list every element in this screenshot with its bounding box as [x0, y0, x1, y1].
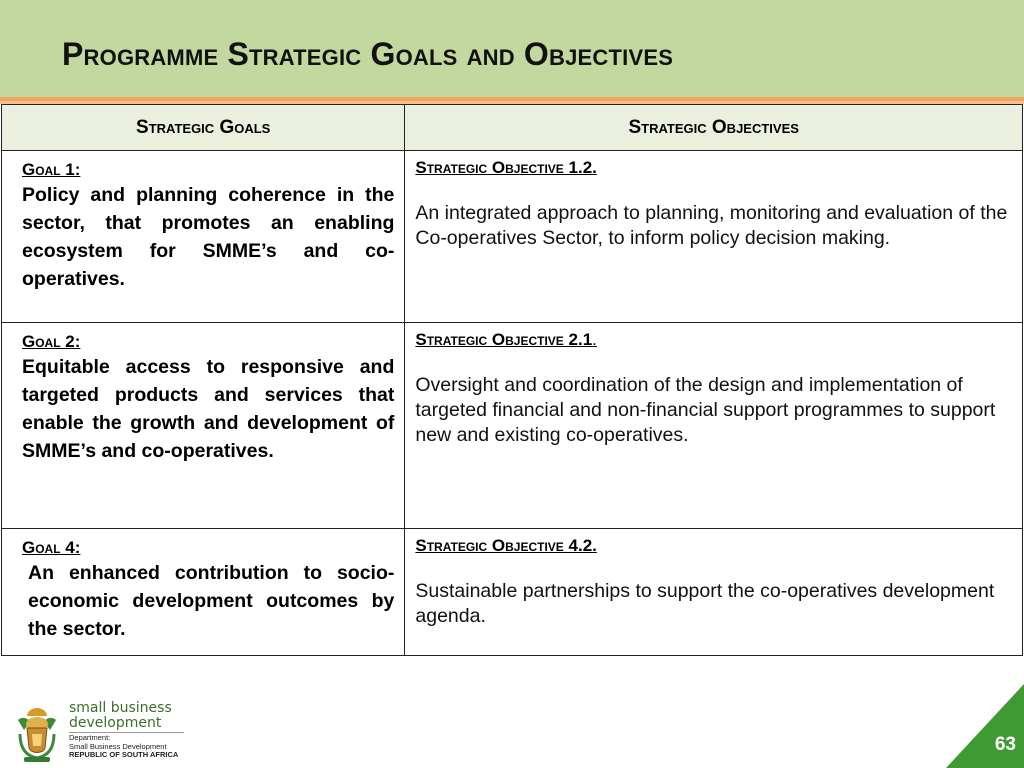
objective-text: Oversight and coordination of the design and implementation of targeted financial and non-financial support programmes to support new and existing co-operatives. [415, 374, 996, 446]
page-number: 63 [994, 734, 1016, 755]
dept-line-1: Department: [69, 733, 111, 742]
goal-text: Equitable access to responsive and targeted products and services that enable the growth and development of SMME’s and co-operatives. [22, 356, 395, 462]
objective-cell [405, 529, 1023, 656]
goal-label: Goal 2: [22, 332, 81, 351]
objective-text: Sustainable partnerships to support the co-operatives development agenda. [415, 580, 995, 627]
objective-label-suffix: . [592, 330, 597, 349]
goal-text: An enhanced contribution to socio-economic development outcomes by the sector. [28, 562, 395, 640]
goal-label: Goal 4: [22, 538, 81, 557]
objective-label: Strategic Objective 2.1 [415, 330, 593, 349]
department-logo [12, 700, 192, 766]
table-header-row [2, 105, 1023, 151]
table-row [2, 151, 1023, 323]
logo-line-2: development [69, 715, 162, 731]
header-strategic-objectives: Strategic Objectives [405, 105, 1023, 151]
goal-cell [2, 529, 405, 656]
dept-line-2: Small Business Development [69, 741, 167, 751]
dept-line-3: REPUBLIC OF SOUTH AFRICA [69, 750, 179, 759]
title-band [0, 0, 1024, 98]
objective-cell [405, 151, 1023, 323]
department-text [69, 734, 178, 760]
objective-label: Strategic Objective 1.2. [415, 158, 597, 177]
goal-cell [2, 323, 405, 529]
coat-of-arms-icon [12, 704, 62, 764]
objective-label-line [415, 329, 1012, 351]
table-row [2, 529, 1023, 656]
goal-text: Policy and planning coherence in the sector, that promotes an enabling ecosystem for SMME’s and co-operatives. [22, 184, 395, 290]
logo-line-1: small business [69, 700, 172, 716]
objective-text: An integrated approach to planning, monitoring and evaluation of the Co-operatives Sector, to inform policy decision making. [415, 202, 1008, 249]
header-strategic-goals: Strategic Goals [2, 105, 405, 151]
goals-objectives-table [1, 104, 1023, 656]
table-row [2, 323, 1023, 529]
goal-label: Goal 1: [22, 160, 81, 179]
goal-cell [2, 151, 405, 323]
objective-label: Strategic Objective 4.2. [415, 536, 597, 555]
objective-cell [405, 323, 1023, 529]
slide-title: Programme Strategic Goals and Objectives [62, 36, 674, 72]
logo-wordmark [69, 701, 172, 731]
